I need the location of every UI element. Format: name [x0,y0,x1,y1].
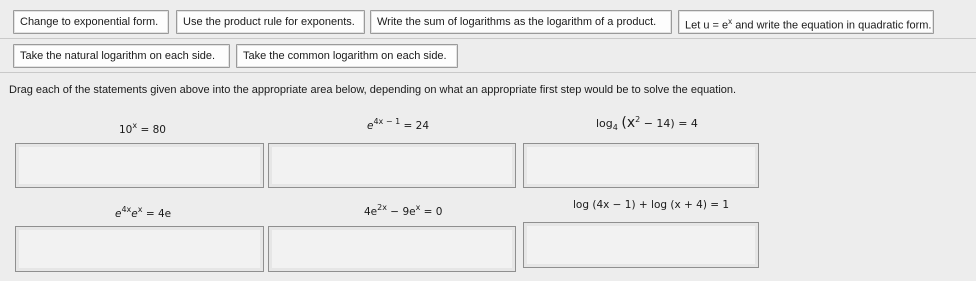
eq-base: e [115,208,122,220]
drop-area-equation-6[interactable] [523,222,759,268]
equation-log4 [596,115,698,132]
eq-exponent: 2x [377,203,387,212]
drop-area-equation-3[interactable] [523,143,759,188]
eq-rest: = 4e [142,208,172,220]
let-u-exponent: x [728,17,733,26]
eq-rest: = 0 [420,206,443,218]
eq-exponent: 4x [121,205,132,214]
divider [0,72,976,73]
eq-rest: = 24 [400,120,430,132]
statement-common-logarithm[interactable]: Take the common logarithm on each side. [236,44,458,68]
eq-exponent: x [415,203,421,212]
eq-rest: − 14) = 4 [640,117,698,130]
eq-base: e [367,120,374,132]
statement-sum-of-logarithms[interactable]: Write the sum of logarithms as the logarithm of a product. [370,10,672,34]
divider [0,38,976,39]
equation-4e2x-9ex-0 [364,203,442,218]
eq-base: 10 [119,124,133,136]
equation-e4x-1-24 [367,117,429,132]
instruction-text: Drag each of the statements given above into the appropriate area below, depending on what an appropriate first step would be to solve the equation. [9,84,737,96]
eq-log: log [596,117,613,130]
statement-product-rule-exponents[interactable]: Use the product rule for exponents. [176,10,365,34]
drop-area-equation-2[interactable] [268,143,516,188]
statement-change-to-exponential-form[interactable]: Change to exponential form. [13,10,169,34]
drop-area-equation-4[interactable] [15,226,264,272]
statement-natural-logarithm[interactable]: Take the natural logarithm on each side. [13,44,230,68]
eq-exponent: x [137,205,143,214]
eq-coef: 4e [364,206,378,218]
eq-open: (x [621,115,636,131]
quadratic-form-text: and write the equation in quadratic form. [735,19,932,32]
drop-area-equation-1[interactable] [15,143,264,188]
eq-log-base: 4 [612,123,618,132]
eq-exponent: x [132,121,138,130]
equation-log-sum: log (4x − 1) + log (x + 4) = 1 [573,199,730,211]
statement-bank-row-2 [0,42,976,70]
statement-bank-row-1 [0,8,976,36]
equation-e4x-ex-4e [115,205,171,220]
eq-rest: = 80 [137,124,166,136]
eq-base: e [131,208,138,220]
eq-exponent: 4x − 1 [373,117,401,126]
statement-let-u-quadratic-form[interactable] [678,10,934,34]
let-u-text: Let u = e [685,19,729,32]
eq-exponent: 2 [635,115,641,124]
drop-area-equation-5[interactable] [268,226,516,272]
equation-10x-80 [119,121,166,136]
eq-mid: − 9e [386,206,416,218]
